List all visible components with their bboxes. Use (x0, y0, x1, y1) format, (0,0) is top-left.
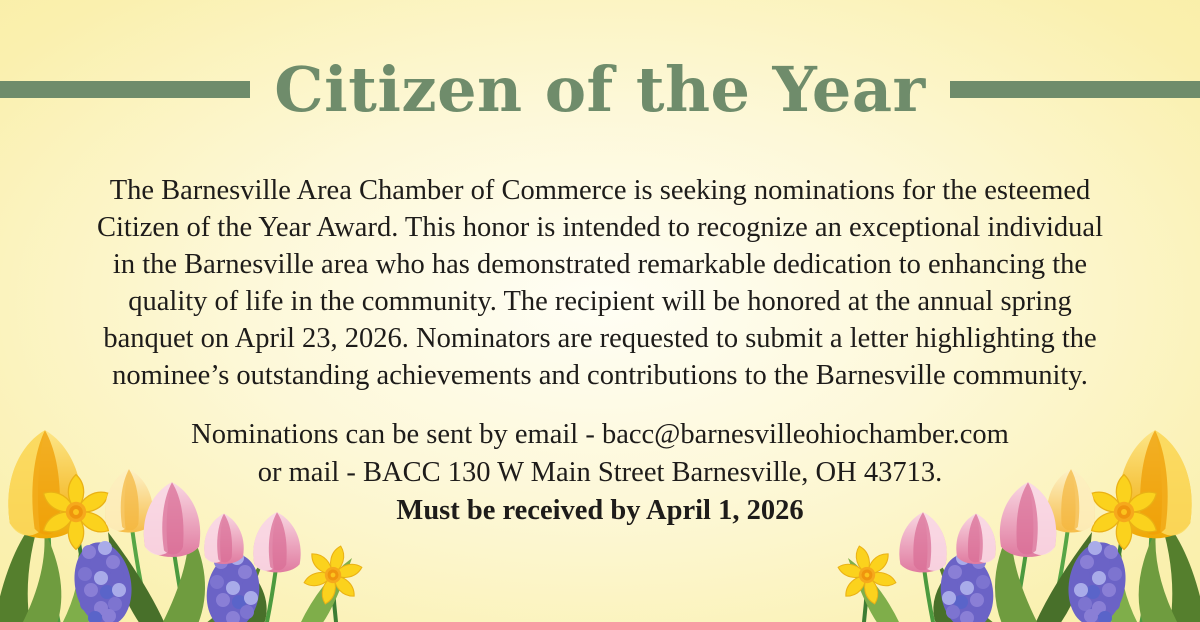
bottom-accent-bar (0, 622, 1200, 630)
announcement-text (20, 172, 1180, 394)
body-line: in the Barnesville area who has demonstrated remarkable dedication to enhancing the (112, 249, 1088, 280)
contact-info (20, 416, 1180, 530)
deadline-line: Must be received by April 1, 2026 (396, 495, 804, 526)
body-line: Citizen of the Year Award. This honor is intended to recognize an exceptional individual (97, 212, 1103, 243)
stems (48, 522, 336, 622)
contact-email-line: Nominations can be sent by email - bacc@barnesvilleohiochamber.com (191, 419, 1009, 450)
hyacinth-icon (202, 551, 264, 630)
stems (864, 522, 1152, 622)
body-line: The Barnesville Area Chamber of Commerce is seeking nominations for the esteemed (109, 175, 1091, 206)
body-line: banquet on April 23, 2026. Nominators are requested to submit a letter highlighting the (103, 323, 1097, 354)
body-line: nominee’s outstanding achievements and contributions to the Barnesville community. (112, 360, 1088, 391)
hyacinth-icon (68, 538, 138, 630)
body-line: quality of life in the community. The recipient will be honored at the annual spring (128, 286, 1072, 317)
daffodil-icon (831, 539, 902, 612)
hyacinth-icon (936, 551, 998, 630)
page-title: Citizen of the Year (274, 53, 926, 126)
daffodil-icon (297, 539, 368, 612)
contact-mail-line: or mail - BACC 130 W Main Street Barnesville, OH 43713. (257, 457, 943, 488)
title-banner (0, 54, 1200, 125)
title-rule-right (950, 81, 1200, 98)
title-rule-left (0, 81, 250, 98)
hyacinth-icon (1062, 538, 1132, 630)
